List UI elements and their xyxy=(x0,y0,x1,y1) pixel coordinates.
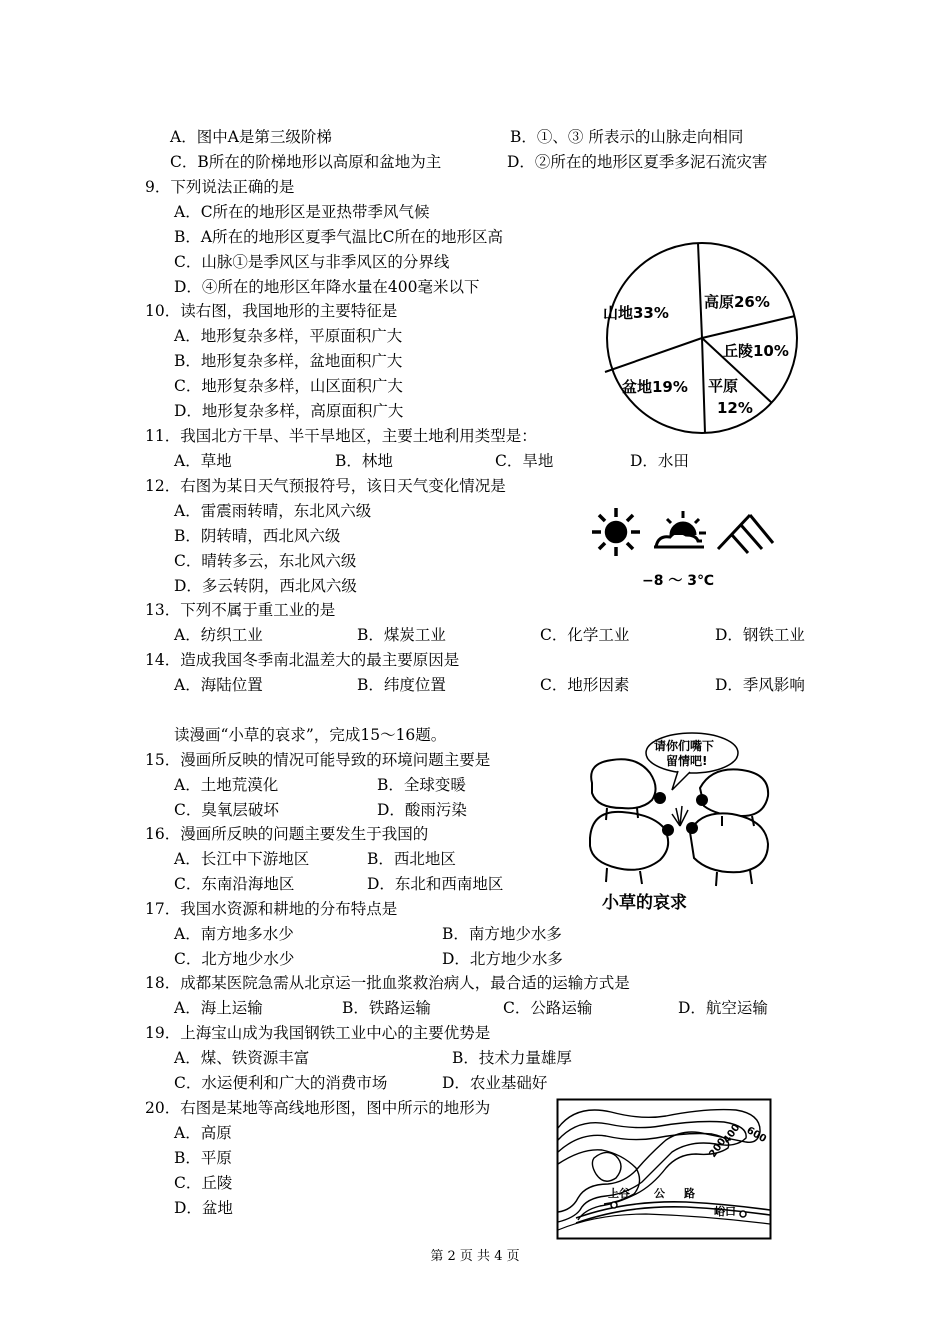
q9-stem: 9．下列说法正确的是 xyxy=(145,178,295,196)
q17-option-b: B．南方地少水多 xyxy=(442,925,562,943)
q11-option-b: B．林地 xyxy=(335,452,393,470)
cartoon-intro: 读漫画“小草的哀求”，完成15～16题。 xyxy=(174,726,447,744)
label-road-1: 公 xyxy=(654,1187,665,1200)
q17-option-a: A．南方地多水少 xyxy=(174,925,294,943)
q19-option-b: B．技术力量雄厚 xyxy=(452,1049,572,1067)
q19-stem: 19．上海宝山成为我国钢铁工业中心的主要优势是 xyxy=(145,1024,491,1042)
q10-option-a: A．地形复杂多样，平原面积广大 xyxy=(174,327,403,345)
q8-option-d: D．②所在的地形区夏季多泥石流灾害 xyxy=(507,153,768,171)
contour-map xyxy=(556,1098,772,1240)
label-shanggu: 上谷 xyxy=(608,1187,630,1200)
sheep-bottom-left xyxy=(590,812,668,870)
q15-option-d: D．酸雨污染 xyxy=(377,801,467,819)
q12-option-b: B．阴转晴，西北风六级 xyxy=(174,527,341,545)
q18-option-b: B．铁路运输 xyxy=(342,999,431,1017)
q11-option-c: C．旱地 xyxy=(495,452,554,470)
wind-direction-icon xyxy=(718,515,773,553)
q18-option-d: D．航空运输 xyxy=(678,999,768,1017)
q16-option-c: C．东南沿海地区 xyxy=(174,875,295,893)
q20-option-b: B．平原 xyxy=(174,1149,232,1167)
q15-stem: 15．漫画所反映的情况可能导致的环境问题主要是 xyxy=(145,751,491,769)
speech-bubble-tail xyxy=(672,771,690,790)
q9-option-a: A．C所在的地形区是亚热带季风气候 xyxy=(174,203,430,221)
q20-option-d: D．盆地 xyxy=(174,1199,233,1217)
q17-stem: 17．我国水资源和耕地的分布特点是 xyxy=(145,900,398,918)
q17-option-d: D．北方地少水多 xyxy=(442,950,563,968)
contour-label-400: 400 xyxy=(721,1122,743,1146)
q18-option-c: C．公路运输 xyxy=(503,999,593,1017)
q8-option-b: B．①、③ 所表示的山脉走向相同 xyxy=(510,128,744,146)
q10-option-b: B．地形复杂多样，盆地面积广大 xyxy=(174,352,403,370)
q14-option-c: C．地形因素 xyxy=(540,676,630,694)
q14-option-b: B．纬度位置 xyxy=(357,676,446,694)
q8-option-c: C．B所在的阶梯地形以高原和盆地为主 xyxy=(170,153,442,171)
q11-stem: 11．我国北方干旱、半干旱地区，主要土地利用类型是： xyxy=(145,427,537,445)
grass-tuft xyxy=(672,806,688,826)
q10-stem: 10．读右图，我国地形的主要特征是 xyxy=(145,302,398,320)
q17-option-c: C．北方地少水少 xyxy=(174,950,295,968)
contour-label-200: 200 xyxy=(707,1136,729,1160)
q13-option-b: B．煤炭工业 xyxy=(357,626,446,644)
q19-option-d: D．农业基础好 xyxy=(442,1074,548,1092)
q14-option-d: D．季风影响 xyxy=(715,676,805,694)
q18-stem: 18．成都某医院急需从北京运一批血浆救治病人，最合适的运输方式是 xyxy=(145,974,630,992)
q13-stem: 13．下列不属于重工业的是 xyxy=(145,601,336,619)
q14-stem: 14．造成我国冬季南北温差大的最主要原因是 xyxy=(145,651,460,669)
q15-option-a: A．土地荒漠化 xyxy=(174,776,279,794)
contour-label-600: 600 xyxy=(744,1125,769,1146)
cartoon-little-grass-plea xyxy=(582,728,777,918)
q20-stem: 20．右图是某地等高线地形图，图中所示的地形为 xyxy=(145,1099,491,1117)
pie-label-basin: 盆地19% xyxy=(622,378,688,396)
temperature-range: −8 ～ 3℃ xyxy=(642,573,714,589)
village-shanggu-icon xyxy=(611,1202,617,1208)
q15-option-c: C．臭氧层破坏 xyxy=(174,801,279,819)
partly-cloudy-icon xyxy=(654,511,706,547)
pie-label-plain-percent: 12% xyxy=(717,399,753,417)
speech-line-1: 请你们嘴下 xyxy=(654,739,715,753)
q19-option-a: A．煤、铁资源丰富 xyxy=(174,1049,310,1067)
label-road-2: 路 xyxy=(684,1187,695,1200)
terrain-pie-chart xyxy=(595,240,810,440)
q8-option-a: A．图中A是第三级阶梯 xyxy=(170,128,332,146)
q11-option-a: A．草地 xyxy=(174,452,232,470)
sunny-icon xyxy=(592,508,640,556)
pie-label-mountain: 山地33% xyxy=(603,304,669,322)
q14-option-a: A．海陆位置 xyxy=(174,676,263,694)
q9-option-b: B．A所在的地形区夏季气温比C所在的地形区高 xyxy=(174,228,503,246)
q12-option-a: A．雷震雨转晴，东北风六级 xyxy=(174,502,372,520)
page-number-footer: 第 2 页 共 4 页 xyxy=(430,1249,520,1264)
q16-option-b: B．西北地区 xyxy=(367,850,456,868)
q20-option-a: A．高原 xyxy=(174,1124,232,1142)
weather-forecast-symbols xyxy=(590,505,785,595)
speech-line-2: 留情吧! xyxy=(666,754,708,768)
q16-option-d: D．东北和西南地区 xyxy=(367,875,504,893)
q12-option-c: C．晴转多云，东北风六级 xyxy=(174,552,357,570)
q16-option-a: A．长江中下游地区 xyxy=(174,850,310,868)
pie-label-plain: 平原 xyxy=(708,377,739,395)
village-yukou-icon xyxy=(740,1211,746,1217)
pie-label-plateau: 高原26% xyxy=(704,293,770,311)
q12-stem: 12．右图为某日天气预报符号，该日天气变化情况是 xyxy=(145,477,506,495)
sheep-bottom-right xyxy=(690,813,768,872)
q18-option-a: A．海上运输 xyxy=(174,999,263,1017)
sheep-top-right xyxy=(700,769,768,816)
label-yukou: 峪口 xyxy=(714,1205,736,1218)
map-frame xyxy=(558,1100,771,1239)
q13-option-a: A．纺织工业 xyxy=(174,626,263,644)
q9-option-c: C．山脉①是季风区与非季风区的分界线 xyxy=(174,253,450,271)
q16-stem: 16．漫画所反映的问题主要发生于我国的 xyxy=(145,825,429,843)
q13-option-d: D．钢铁工业 xyxy=(715,626,805,644)
cartoon-caption: 小草的哀求 xyxy=(602,893,687,913)
q20-option-c: C．丘陵 xyxy=(174,1174,233,1192)
q12-option-d: D．多云转阴，西北风六级 xyxy=(174,577,357,595)
q10-option-d: D．地形复杂多样，高原面积广大 xyxy=(174,402,404,420)
q11-option-d: D．水田 xyxy=(630,452,689,470)
q10-option-c: C．地形复杂多样，山区面积广大 xyxy=(174,377,403,395)
q19-option-c: C．水运便利和广大的消费市场 xyxy=(174,1074,388,1092)
q13-option-c: C．化学工业 xyxy=(540,626,630,644)
sheep-top-left xyxy=(591,759,655,808)
q15-option-b: B．全球变暖 xyxy=(377,776,466,794)
q9-option-d: D．④所在的地形区年降水量在400毫米以下 xyxy=(174,278,480,296)
pie-label-hills: 丘陵10% xyxy=(723,342,789,360)
